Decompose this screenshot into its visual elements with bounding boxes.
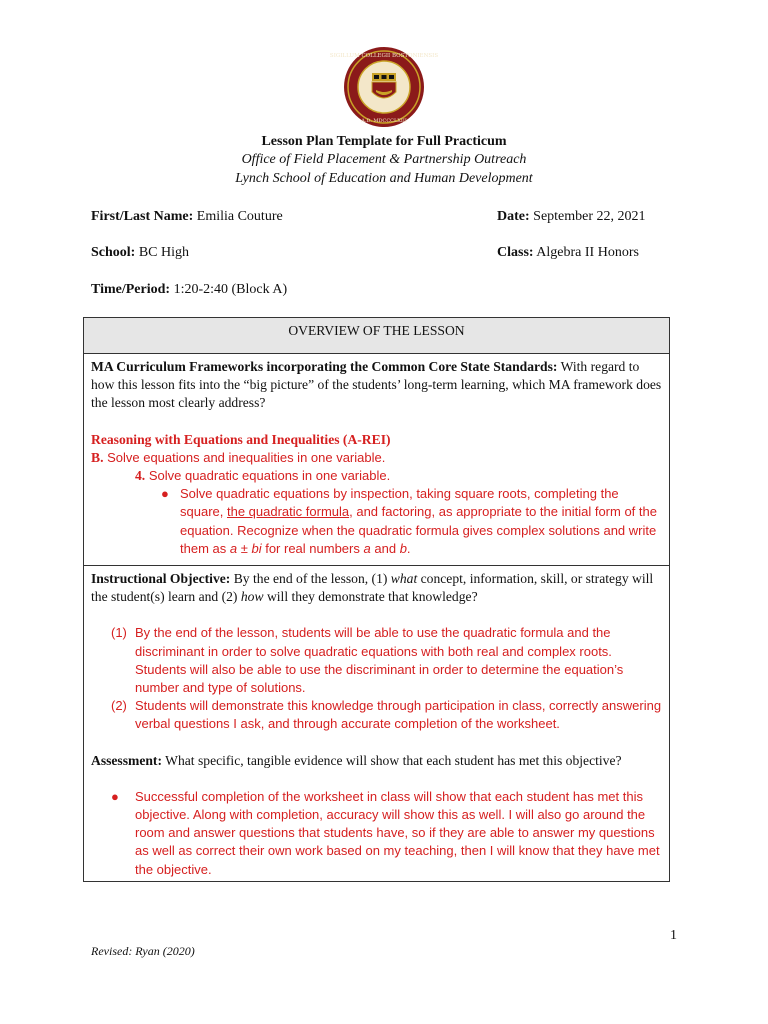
seal-text: SIGILLUM COLLEGII BOSTONIENSIS [329, 53, 439, 59]
bullet-icon: ● [161, 486, 169, 502]
objective-assessment-section [84, 566, 670, 882]
objective-label: Instructional Objective: [91, 571, 231, 587]
framework-prompt-text: With regard to how this lesson fits into the “big picture” of the students’ long-term learning, which MA framework does the lesson most clearly address? [91, 359, 662, 411]
date-value: September 22, 2021 [533, 209, 646, 224]
standard-bullet-text: Solve quadratic equations by inspection, taking square roots, completing the square, the quadratic formula, and factoring, as appropriate to the initial form of the equation. Recognize when the quadratic formula gives complex solutions and write them as a ± bi for real numbers a and b. [180, 486, 657, 556]
page-number: 1 [670, 928, 677, 943]
school-label: School: [91, 245, 136, 260]
standard-4-text: Solve quadratic equations in one variable. [148, 468, 391, 484]
document-title: Lesson Plan Template for Full Practicum [261, 134, 507, 149]
date-field [497, 209, 646, 225]
name-value: Emilia Couture [196, 209, 283, 224]
school-value: BC High [138, 245, 190, 260]
office-subtitle: Office of Field Placement & Partnership Outreach [241, 152, 527, 167]
standard-b [91, 449, 662, 467]
framework-prompt [91, 358, 662, 413]
school-subtitle: Lynch School of Education and Human Development [235, 171, 533, 186]
boston-college-seal [329, 46, 439, 128]
objective-item-1: (1) By the end of the lesson, students will be able to use the quadratic formula and the discriminant in order to solve quadratic equations with both real and complex roots. Students will also be able to use the discriminant in order to determine the equation’s number and type of solutions. [111, 625, 624, 696]
framework-section [84, 354, 670, 566]
name-field [91, 209, 283, 225]
seal-year: A.D. MDCCCLXIII [361, 118, 407, 124]
lesson-overview-table [83, 317, 670, 882]
class-label: Class: [497, 245, 534, 260]
assessment-bullet: ● Successful completion of the worksheet in class will show that each student has met this objective. Along with completion, accuracy will show this as well. I will also go around the room and answer questions that students have, so if they are able to answer my questions as well as correct their own work based on my teaching, then I will know that they have met the objective. [91, 788, 662, 879]
quadratic-formula-underline: the quadratic formula [227, 504, 350, 520]
class-value: Algebra II Honors [536, 245, 639, 260]
overview-heading: OVERVIEW OF THE LESSON [84, 318, 670, 354]
framework-label: MA Curriculum Frameworks incorporating the Common Core State Standards: [91, 359, 558, 374]
assessment-prompt: Assessment: What specific, tangible evidence will show that each student has met this objective? [91, 752, 622, 768]
assessment-label: Assessment: [91, 752, 162, 768]
standard-b-label: B. [91, 449, 104, 465]
time-label: Time/Period: [91, 282, 171, 297]
standard-bullet [91, 485, 662, 558]
objective-item-2: (2) Students will demonstrate this knowledge through participation in class, correctly answering verbal questions I ask, and through accurate completion of the worksheet. [111, 698, 662, 732]
name-label: First/Last Name: [91, 209, 194, 224]
standard-4 [91, 467, 662, 485]
objective-prompt: Instructional Objective: By the end of the lesson, (1) what concept, information, skill, or strategy will the student(s) learn and (2) how will they demonstrate that knowledge? [91, 571, 654, 605]
standard-heading: Reasoning with Equations and Inequalities (A-REI) [91, 431, 391, 447]
date-label: Date: [497, 209, 530, 224]
standard-4-label: 4. [135, 468, 146, 484]
class-field [497, 245, 639, 261]
school-field [91, 245, 189, 261]
bullet-icon: ● [111, 788, 119, 804]
revised-note: Revised: Ryan (2020) [91, 944, 195, 958]
standard-b-text: Solve equations and inequalities in one variable. [107, 449, 386, 465]
time-field [91, 282, 287, 298]
time-value: 1:20-2:40 (Block A) [173, 282, 288, 297]
